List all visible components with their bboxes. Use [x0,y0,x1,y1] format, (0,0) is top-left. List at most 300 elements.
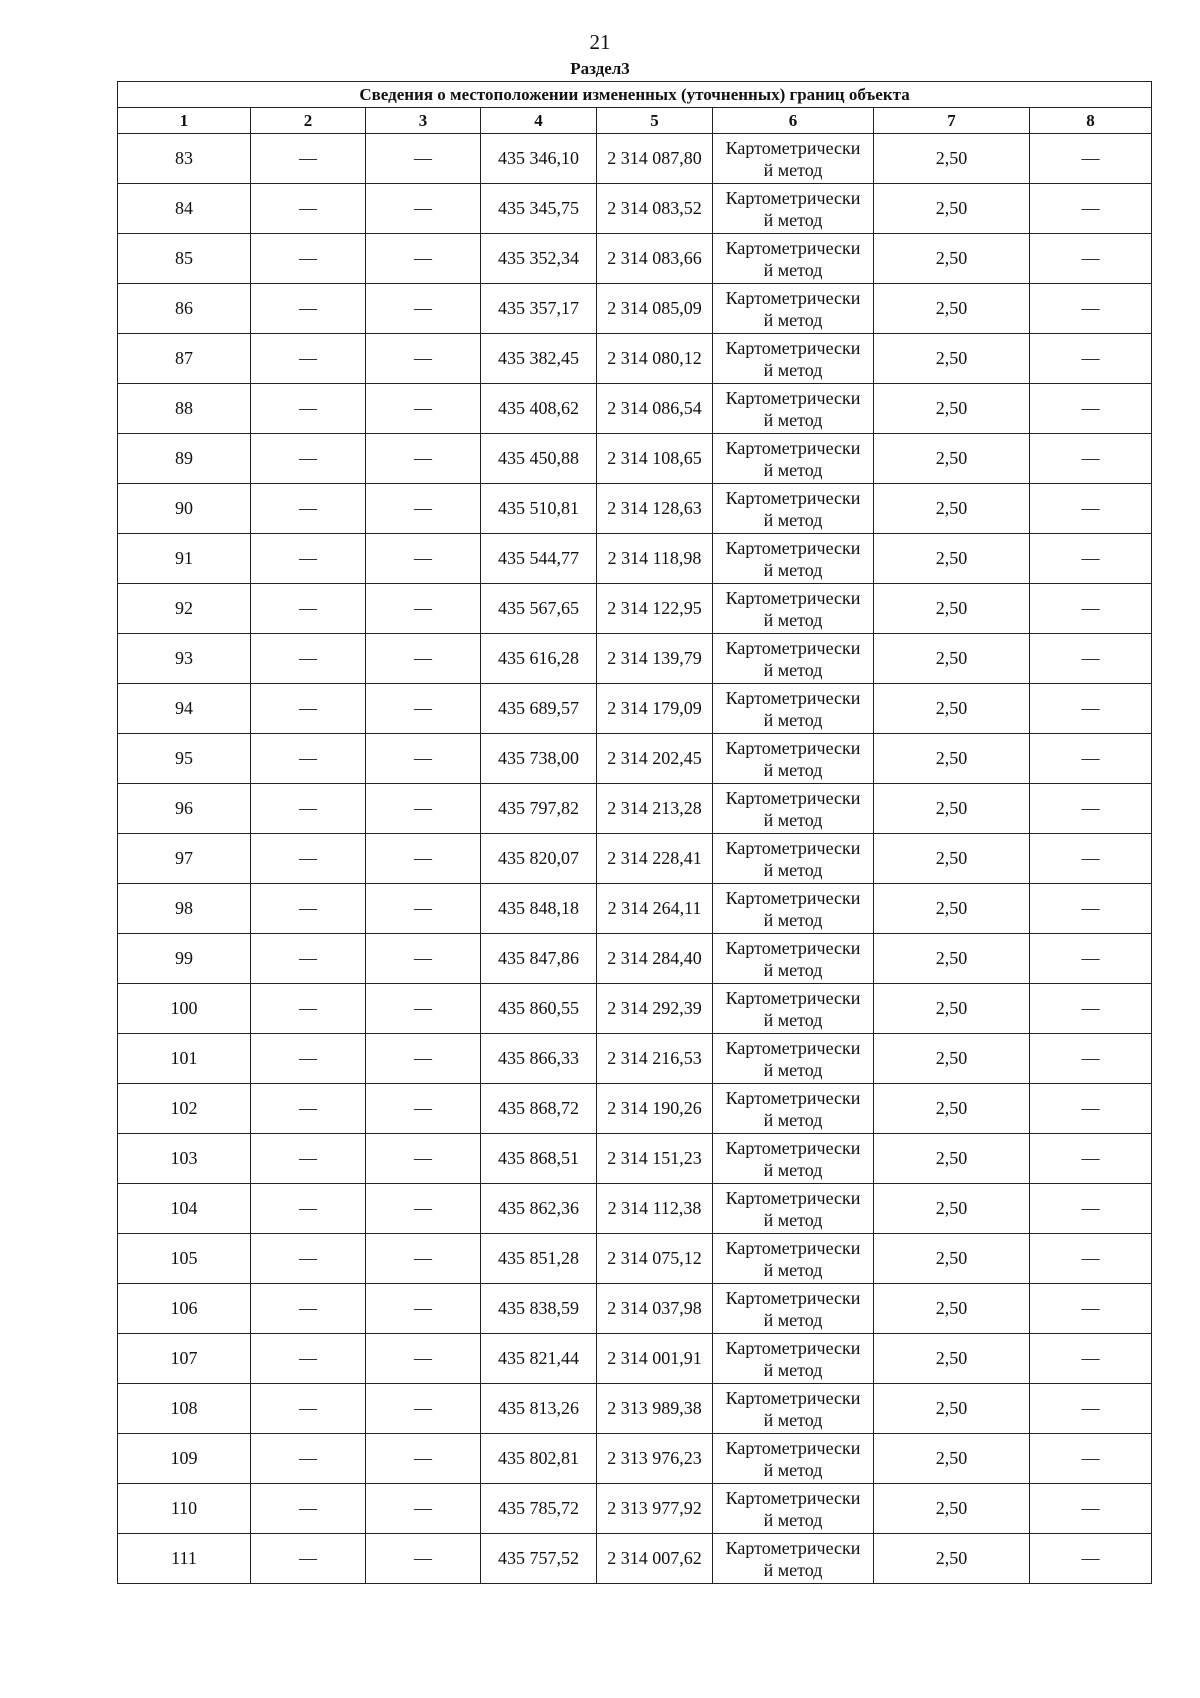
accuracy-cell: 2,50 [874,1084,1030,1134]
method-cell [713,534,874,584]
col3-dash-cell: — [366,734,481,784]
method-line1: Картометрически [725,787,861,808]
accuracy-cell: 2,50 [874,734,1030,784]
method-line1: Картометрически [725,237,861,258]
accuracy-cell: 2,50 [874,234,1030,284]
coord-y-cell: 2 314 264,11 [597,884,713,934]
accuracy-cell: 2,50 [874,1384,1030,1434]
accuracy-cell: 2,50 [874,784,1030,834]
accuracy-cell: 2,50 [874,1434,1030,1484]
coord-x-cell: 435 821,44 [481,1334,597,1384]
col3-dash-cell: — [366,1234,481,1284]
method-line2: й метод [763,759,823,780]
col2-dash-cell: — [251,284,366,334]
coord-x-cell: 435 848,18 [481,884,597,934]
table-row [118,234,1152,284]
col3-dash-cell: — [366,284,481,334]
method-cell [713,1284,874,1334]
col8-dash-cell: — [1030,1234,1152,1284]
point-number-cell: 94 [118,684,251,734]
col8-dash-cell: — [1030,1484,1152,1534]
col3-dash-cell: — [366,1434,481,1484]
coord-x-cell: 435 868,51 [481,1134,597,1184]
coord-x-cell: 435 838,59 [481,1284,597,1334]
method-line2: й метод [763,359,823,380]
coord-x-cell: 435 757,52 [481,1534,597,1584]
table-row [118,334,1152,384]
method-line2: й метод [763,1509,823,1530]
method-line2: й метод [763,459,823,480]
point-number-cell: 97 [118,834,251,884]
col3-dash-cell: — [366,1034,481,1084]
point-number-cell: 89 [118,434,251,484]
col8-dash-cell: — [1030,384,1152,434]
table-title: Сведения о местоположении измененных (уточненных) границ объекта [118,82,1152,108]
accuracy-cell: 2,50 [874,1134,1030,1184]
point-number-cell: 92 [118,584,251,634]
coord-x-cell: 435 813,26 [481,1384,597,1434]
coord-y-cell: 2 314 007,62 [597,1534,713,1584]
table-row [118,784,1152,834]
col8-dash-cell: — [1030,984,1152,1034]
method-line1: Картометрически [725,887,861,908]
table-row [118,1034,1152,1084]
method-line1: Картометрически [725,387,861,408]
coord-x-cell: 435 450,88 [481,434,597,484]
coord-y-cell: 2 314 213,28 [597,784,713,834]
method-cell [713,1034,874,1084]
col8-dash-cell: — [1030,134,1152,184]
col2-dash-cell: — [251,184,366,234]
coord-y-cell: 2 314 083,66 [597,234,713,284]
method-cell [713,884,874,934]
col3-dash-cell: — [366,184,481,234]
coord-x-cell: 435 382,45 [481,334,597,384]
method-line2: й метод [763,309,823,330]
table-title-row [118,82,1152,108]
col2-dash-cell: — [251,234,366,284]
point-number-cell: 98 [118,884,251,934]
method-line2: й метод [763,1259,823,1280]
col8-dash-cell: — [1030,1384,1152,1434]
coord-y-cell: 2 314 122,95 [597,584,713,634]
method-line1: Картометрически [725,637,861,658]
accuracy-cell: 2,50 [874,434,1030,484]
coord-x-cell: 435 346,10 [481,134,597,184]
method-cell [713,1084,874,1134]
point-number-cell: 85 [118,234,251,284]
col3-dash-cell: — [366,1184,481,1234]
table-row [118,284,1152,334]
point-number-cell: 106 [118,1284,251,1334]
point-number-cell: 102 [118,1084,251,1134]
col8-dash-cell: — [1030,934,1152,984]
table-row [118,734,1152,784]
method-line2: й метод [763,159,823,180]
col2-dash-cell: — [251,1484,366,1534]
col8-dash-cell: — [1030,634,1152,684]
col2-dash-cell: — [251,984,366,1034]
column-header-8: 8 [1030,108,1152,134]
accuracy-cell: 2,50 [874,684,1030,734]
method-cell [713,1134,874,1184]
col3-dash-cell: — [366,1484,481,1534]
col2-dash-cell: — [251,584,366,634]
col8-dash-cell: — [1030,884,1152,934]
coord-x-cell: 435 352,34 [481,234,597,284]
method-line1: Картометрически [725,1037,861,1058]
method-cell [713,434,874,484]
method-line1: Картометрически [725,1087,861,1108]
col2-dash-cell: — [251,384,366,434]
col8-dash-cell: — [1030,1334,1152,1384]
method-line2: й метод [763,609,823,630]
method-line1: Картометрически [725,1337,861,1358]
col8-dash-cell: — [1030,234,1152,284]
method-cell [713,1334,874,1384]
coord-y-cell: 2 313 977,92 [597,1484,713,1534]
col3-dash-cell: — [366,1084,481,1134]
col2-dash-cell: — [251,1534,366,1584]
col3-dash-cell: — [366,584,481,634]
method-cell [713,384,874,434]
table-row [118,434,1152,484]
column-header-5: 5 [597,108,713,134]
method-cell [713,1234,874,1284]
col3-dash-cell: — [366,1384,481,1434]
method-line1: Картометрически [725,987,861,1008]
table-row [118,934,1152,984]
coord-y-cell: 2 314 202,45 [597,734,713,784]
coord-x-cell: 435 868,72 [481,1084,597,1134]
method-cell [713,284,874,334]
coord-x-cell: 435 357,17 [481,284,597,334]
table-row [118,384,1152,434]
coord-y-cell: 2 314 292,39 [597,984,713,1034]
accuracy-cell: 2,50 [874,584,1030,634]
method-line1: Картометрически [725,737,861,758]
accuracy-cell: 2,50 [874,284,1030,334]
method-line1: Картометрически [725,1437,861,1458]
point-number-cell: 90 [118,484,251,534]
column-header-2: 2 [251,108,366,134]
col8-dash-cell: — [1030,1134,1152,1184]
coord-x-cell: 435 510,81 [481,484,597,534]
point-number-cell: 96 [118,784,251,834]
method-line1: Картометрически [725,687,861,708]
col8-dash-cell: — [1030,184,1152,234]
coord-y-cell: 2 314 086,54 [597,384,713,434]
col3-dash-cell: — [366,1534,481,1584]
coord-y-cell: 2 314 037,98 [597,1284,713,1334]
method-line2: й метод [763,1009,823,1030]
method-line2: й метод [763,909,823,930]
method-line1: Картометрически [725,1187,861,1208]
col8-dash-cell: — [1030,484,1152,534]
point-number-cell: 111 [118,1534,251,1584]
coord-x-cell: 435 567,65 [481,584,597,634]
col8-dash-cell: — [1030,584,1152,634]
coord-x-cell: 435 738,00 [481,734,597,784]
col2-dash-cell: — [251,1434,366,1484]
accuracy-cell: 2,50 [874,634,1030,684]
coord-x-cell: 435 820,07 [481,834,597,884]
coord-x-cell: 435 797,82 [481,784,597,834]
method-cell [713,984,874,1034]
method-line2: й метод [763,209,823,230]
table-row [118,1284,1152,1334]
method-line1: Картометрически [725,1387,861,1408]
accuracy-cell: 2,50 [874,1284,1030,1334]
method-line1: Картометрически [725,1287,861,1308]
point-number-cell: 109 [118,1434,251,1484]
column-header-7: 7 [874,108,1030,134]
accuracy-cell: 2,50 [874,834,1030,884]
coord-y-cell: 2 314 001,91 [597,1334,713,1384]
point-number-cell: 110 [118,1484,251,1534]
col2-dash-cell: — [251,684,366,734]
table-row [118,1384,1152,1434]
col8-dash-cell: — [1030,1084,1152,1134]
col3-dash-cell: — [366,484,481,534]
col2-dash-cell: — [251,784,366,834]
method-line2: й метод [763,1559,823,1580]
method-cell [713,684,874,734]
column-header-6: 6 [713,108,874,134]
method-cell [713,584,874,634]
table-row [118,984,1152,1034]
coord-x-cell: 435 408,62 [481,384,597,434]
method-line2: й метод [763,959,823,980]
coord-y-cell: 2 314 087,80 [597,134,713,184]
point-number-cell: 99 [118,934,251,984]
method-line1: Картометрически [725,537,861,558]
point-number-cell: 95 [118,734,251,784]
coord-x-cell: 435 544,77 [481,534,597,584]
accuracy-cell: 2,50 [874,934,1030,984]
accuracy-cell: 2,50 [874,534,1030,584]
method-line2: й метод [763,509,823,530]
accuracy-cell: 2,50 [874,384,1030,434]
col3-dash-cell: — [366,1134,481,1184]
coord-y-cell: 2 314 118,98 [597,534,713,584]
method-line2: й метод [763,1359,823,1380]
coord-y-cell: 2 314 080,12 [597,334,713,384]
method-cell [713,1384,874,1434]
col8-dash-cell: — [1030,284,1152,334]
col3-dash-cell: — [366,384,481,434]
coord-y-cell: 2 314 284,40 [597,934,713,984]
method-line2: й метод [763,1409,823,1430]
col8-dash-cell: — [1030,1284,1152,1334]
col3-dash-cell: — [366,334,481,384]
method-line2: й метод [763,1159,823,1180]
coord-x-cell: 435 689,57 [481,684,597,734]
col3-dash-cell: — [366,534,481,584]
accuracy-cell: 2,50 [874,1034,1030,1084]
coord-y-cell: 2 314 085,09 [597,284,713,334]
method-cell [713,134,874,184]
col2-dash-cell: — [251,484,366,534]
point-number-cell: 87 [118,334,251,384]
table-body [118,134,1152,1584]
coord-y-cell: 2 314 151,23 [597,1134,713,1184]
accuracy-cell: 2,50 [874,184,1030,234]
point-number-cell: 83 [118,134,251,184]
point-number-cell: 84 [118,184,251,234]
col2-dash-cell: — [251,1284,366,1334]
col8-dash-cell: — [1030,1534,1152,1584]
col8-dash-cell: — [1030,684,1152,734]
table-row [118,634,1152,684]
method-line2: й метод [763,1059,823,1080]
col8-dash-cell: — [1030,434,1152,484]
method-line1: Картометрически [725,1487,861,1508]
table-row [118,1234,1152,1284]
col3-dash-cell: — [366,884,481,934]
point-number-cell: 86 [118,284,251,334]
col2-dash-cell: — [251,1084,366,1134]
coord-x-cell: 435 851,28 [481,1234,597,1284]
col2-dash-cell: — [251,1234,366,1284]
method-line1: Картометрически [725,1537,861,1558]
table-row [118,684,1152,734]
method-line2: й метод [763,709,823,730]
column-header-4: 4 [481,108,597,134]
table-row [118,884,1152,934]
method-cell [713,334,874,384]
accuracy-cell: 2,50 [874,1234,1030,1284]
method-line1: Картометрически [725,1137,861,1158]
col3-dash-cell: — [366,834,481,884]
point-number-cell: 105 [118,1234,251,1284]
col8-dash-cell: — [1030,334,1152,384]
coord-y-cell: 2 314 108,65 [597,434,713,484]
col3-dash-cell: — [366,234,481,284]
coord-x-cell: 435 802,81 [481,1434,597,1484]
method-cell [713,184,874,234]
table-row [118,184,1152,234]
col2-dash-cell: — [251,134,366,184]
col2-dash-cell: — [251,1384,366,1434]
coord-x-cell: 435 785,72 [481,1484,597,1534]
coord-y-cell: 2 314 139,79 [597,634,713,684]
col3-dash-cell: — [366,784,481,834]
section-label: Раздел3 [570,59,630,78]
coord-y-cell: 2 314 228,41 [597,834,713,884]
col3-dash-cell: — [366,934,481,984]
method-cell [713,634,874,684]
method-line2: й метод [763,1209,823,1230]
col3-dash-cell: — [366,134,481,184]
table-row [118,584,1152,634]
coord-x-cell: 435 616,28 [481,634,597,684]
coord-y-cell: 2 314 112,38 [597,1184,713,1234]
col2-dash-cell: — [251,734,366,784]
page-number: 21 [589,30,611,54]
table-row [118,1334,1152,1384]
table-row [118,1484,1152,1534]
method-line1: Картометрически [725,187,861,208]
coord-y-cell: 2 313 989,38 [597,1384,713,1434]
col2-dash-cell: — [251,1184,366,1234]
accuracy-cell: 2,50 [874,1534,1030,1584]
coord-x-cell: 435 862,36 [481,1184,597,1234]
point-number-cell: 88 [118,384,251,434]
method-line1: Картометрически [725,137,861,158]
col2-dash-cell: — [251,1034,366,1084]
table-row [118,1434,1152,1484]
col3-dash-cell: — [366,984,481,1034]
method-cell [713,934,874,984]
point-number-cell: 93 [118,634,251,684]
coord-x-cell: 435 847,86 [481,934,597,984]
column-header-3: 3 [366,108,481,134]
col2-dash-cell: — [251,884,366,934]
method-line1: Картометрически [725,487,861,508]
accuracy-cell: 2,50 [874,1484,1030,1534]
accuracy-cell: 2,50 [874,1184,1030,1234]
method-line2: й метод [763,809,823,830]
method-cell [713,1184,874,1234]
method-line2: й метод [763,1109,823,1130]
column-header-1: 1 [118,108,251,134]
col2-dash-cell: — [251,834,366,884]
coord-y-cell: 2 314 075,12 [597,1234,713,1284]
method-cell [713,834,874,884]
table-row [118,534,1152,584]
col8-dash-cell: — [1030,1184,1152,1234]
method-line2: й метод [763,659,823,680]
accuracy-cell: 2,50 [874,884,1030,934]
coord-y-cell: 2 314 216,53 [597,1034,713,1084]
method-line1: Картометрически [725,287,861,308]
col2-dash-cell: — [251,434,366,484]
col8-dash-cell: — [1030,534,1152,584]
col8-dash-cell: — [1030,1434,1152,1484]
method-line2: й метод [763,1459,823,1480]
accuracy-cell: 2,50 [874,484,1030,534]
coord-y-cell: 2 314 179,09 [597,684,713,734]
method-cell [713,484,874,534]
coord-x-cell: 435 345,75 [481,184,597,234]
column-number-row [118,108,1152,134]
method-line2: й метод [763,1309,823,1330]
method-line2: й метод [763,859,823,880]
accuracy-cell: 2,50 [874,1334,1030,1384]
coord-x-cell: 435 860,55 [481,984,597,1034]
table-row [118,1184,1152,1234]
col3-dash-cell: — [366,1334,481,1384]
point-number-cell: 104 [118,1184,251,1234]
col8-dash-cell: — [1030,784,1152,834]
coord-y-cell: 2 314 128,63 [597,484,713,534]
point-number-cell: 100 [118,984,251,1034]
coord-y-cell: 2 313 976,23 [597,1434,713,1484]
table-row [118,834,1152,884]
method-line1: Картометрически [725,437,861,458]
method-line1: Картометрически [725,587,861,608]
method-cell [713,234,874,284]
col2-dash-cell: — [251,634,366,684]
coord-y-cell: 2 314 190,26 [597,1084,713,1134]
accuracy-cell: 2,50 [874,134,1030,184]
table-row [118,484,1152,534]
boundary-coordinates-table [117,81,1152,1584]
method-line1: Картометрически [725,1237,861,1258]
coord-y-cell: 2 314 083,52 [597,184,713,234]
col2-dash-cell: — [251,1334,366,1384]
